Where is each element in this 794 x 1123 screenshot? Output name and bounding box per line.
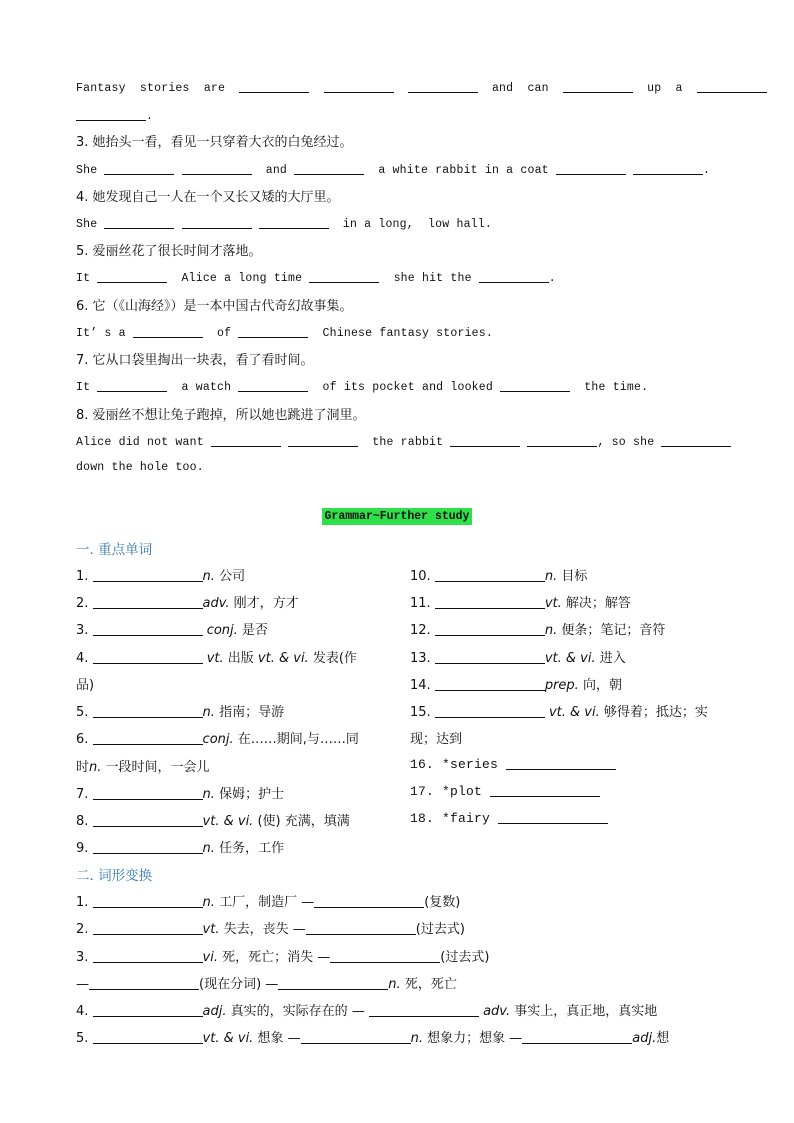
text: Fantasy stories are: [76, 82, 226, 95]
word-form-item: 1. n. 工厂，制造厂 — (复数): [76, 895, 461, 910]
blank[interactable]: [97, 270, 167, 283]
text: a watch: [181, 381, 232, 394]
blank[interactable]: [97, 379, 167, 392]
blank[interactable]: [211, 434, 281, 447]
word-item: 15. vt. & vi. 够得着；抵达；实: [410, 705, 708, 720]
period: .: [703, 164, 711, 177]
text: a white rabbit in a coat: [378, 164, 549, 177]
word-item: 8. vt. & vi. (使) 充满，填满: [76, 814, 350, 829]
blank[interactable]: [238, 379, 308, 392]
word-item-cont: 时n. 一段时间，一会儿: [76, 760, 210, 775]
blank[interactable]: [479, 270, 549, 283]
blank[interactable]: [93, 841, 203, 854]
blank[interactable]: [104, 162, 174, 175]
text: in a long, low hall.: [342, 218, 492, 231]
blank[interactable]: [435, 596, 545, 609]
blank[interactable]: [93, 569, 203, 582]
blank[interactable]: [435, 705, 545, 718]
text: Alice a long time: [181, 272, 303, 285]
question-7-english: [76, 379, 734, 394]
question-8-english-cont: down the hole too.: [76, 461, 204, 474]
blank[interactable]: [93, 1004, 203, 1017]
blank[interactable]: [93, 596, 203, 609]
blank[interactable]: [408, 80, 478, 93]
blank[interactable]: [238, 325, 308, 338]
section-title-word-forms: 二. 词形变换: [76, 868, 153, 884]
word-item: 17. *plot: [410, 784, 600, 799]
text: and can: [491, 82, 549, 95]
blank[interactable]: [435, 623, 545, 636]
blank[interactable]: [182, 162, 252, 175]
blank[interactable]: [506, 757, 616, 770]
question-5-chinese: 5. 爱丽丝花了很长时间才落地。: [76, 244, 262, 259]
question-4-chinese: 4. 她发现自己一人在一个又长又矮的大厅里。: [76, 190, 340, 205]
blank[interactable]: [301, 1031, 411, 1044]
blank[interactable]: [330, 950, 440, 963]
text: she hit the: [393, 272, 472, 285]
blank[interactable]: [93, 787, 203, 800]
word-item: 4. vt. 出版 vt. & vi. 发表(作: [76, 651, 357, 666]
text: It: [76, 381, 91, 394]
text: It: [76, 272, 91, 285]
blank[interactable]: [259, 216, 329, 229]
word-form-item: 4. adj. 真实的，实际存在的 — adv. 事实上，真正地，真实地: [76, 1004, 658, 1019]
blank[interactable]: [93, 950, 203, 963]
blank[interactable]: [522, 1031, 632, 1044]
word-item: 7. n. 保姆；护士: [76, 787, 285, 802]
blank[interactable]: [369, 1004, 479, 1017]
text: of its pocket and looked: [322, 381, 493, 394]
blank[interactable]: [93, 705, 203, 718]
word-item: 16. *series: [410, 757, 616, 772]
word-form-item: 5. vt. & vi. 想象 — n. 想象力；想象 — adj.想: [76, 1031, 670, 1046]
blank[interactable]: [527, 434, 597, 447]
blank[interactable]: [89, 977, 199, 990]
blank[interactable]: [278, 977, 388, 990]
word-form-item: 2. vt. 失去，丧失 — (过去式): [76, 922, 465, 937]
question-3-chinese: 3. 她抬头一看，看见一只穿着大衣的白兔经过。: [76, 135, 353, 150]
section-banner: Grammar~Further study: [322, 508, 472, 525]
word-item: 1. n. 公司: [76, 569, 246, 584]
question-6-chinese: 6. 它（《山海经》）是一本中国古代奇幻故事集。: [76, 299, 353, 314]
blank[interactable]: [633, 162, 703, 175]
word-item: 12. n. 便条；笔记；音符: [410, 623, 666, 638]
blank[interactable]: [314, 895, 424, 908]
word-item: 3. conj. 是否: [76, 623, 268, 638]
question-3-english: [76, 162, 734, 177]
blank[interactable]: [93, 1031, 203, 1044]
question-6-english: [76, 325, 734, 340]
blank[interactable]: [93, 814, 203, 827]
text: and: [265, 164, 288, 177]
blank[interactable]: [93, 895, 203, 908]
word-form-item-cont: — (现在分词) — n. 死，死亡: [76, 977, 457, 992]
blank[interactable]: [133, 325, 203, 338]
text: , so she: [597, 436, 655, 449]
text: the time.: [584, 381, 649, 394]
word-item: 5. n. 指南；导游: [76, 705, 285, 720]
blank[interactable]: [76, 108, 146, 121]
blank[interactable]: [93, 922, 203, 935]
blank[interactable]: [288, 434, 358, 447]
period: .: [548, 272, 556, 285]
word-item: 2. adv. 刚才，方才: [76, 596, 299, 611]
blank[interactable]: [294, 162, 364, 175]
blank[interactable]: [309, 270, 379, 283]
blank[interactable]: [498, 811, 608, 824]
text: It’ s a: [76, 327, 126, 340]
word-item: 18. *fairy: [410, 811, 608, 826]
blank[interactable]: [93, 623, 203, 636]
text: up a: [647, 82, 683, 95]
blank[interactable]: [104, 216, 174, 229]
period: .: [146, 110, 154, 123]
blank[interactable]: [306, 922, 416, 935]
blank[interactable]: [500, 379, 570, 392]
blank[interactable]: [556, 162, 626, 175]
blank[interactable]: [697, 80, 767, 93]
question-5-english: [76, 270, 734, 285]
question-8-chinese: 8. 爱丽丝不想让兔子跑掉，所以她也跳进了洞里。: [76, 408, 366, 423]
question-7-chinese: 7. 它从口袋里掏出一块表，看了看时间。: [76, 353, 314, 368]
blank[interactable]: [450, 434, 520, 447]
word-item-cont: 品): [76, 678, 95, 693]
blank[interactable]: [563, 80, 633, 93]
word-item: 11. vt. 解决；解答: [410, 596, 631, 611]
blank[interactable]: [435, 569, 545, 582]
word-item: 10. n. 目标: [410, 569, 588, 584]
blank[interactable]: [93, 732, 203, 745]
text: Alice did not want: [76, 436, 204, 449]
blank[interactable]: [239, 80, 309, 93]
question-8-english: [76, 434, 734, 449]
blank[interactable]: [182, 216, 252, 229]
blank[interactable]: [435, 678, 545, 691]
blank[interactable]: [93, 651, 203, 664]
section-title-key-words: 一. 重点单词: [76, 542, 153, 558]
text: of: [217, 327, 232, 340]
word-form-item: 3. vi. 死，死亡；消失 — (过去式): [76, 950, 490, 965]
text: She: [76, 218, 98, 231]
word-item-cont: 现；达到: [410, 732, 463, 747]
fill-line-fantasy: [76, 80, 734, 95]
word-item: 13. vt. & vi. 进入: [410, 651, 626, 666]
question-4-english: [76, 216, 734, 231]
blank[interactable]: [324, 80, 394, 93]
text: Chinese fantasy stories.: [322, 327, 493, 340]
blank[interactable]: [490, 784, 600, 797]
word-item: 14. prep. 向，朝: [410, 678, 622, 693]
word-item: 9. n. 任务，工作: [76, 841, 285, 856]
text: the rabbit: [372, 436, 444, 449]
word-item: 6. conj. 在……期间,与……同: [76, 732, 359, 747]
blank[interactable]: [661, 434, 731, 447]
fill-line-fantasy-cont: [76, 108, 734, 123]
blank[interactable]: [435, 651, 545, 664]
text: She: [76, 164, 98, 177]
